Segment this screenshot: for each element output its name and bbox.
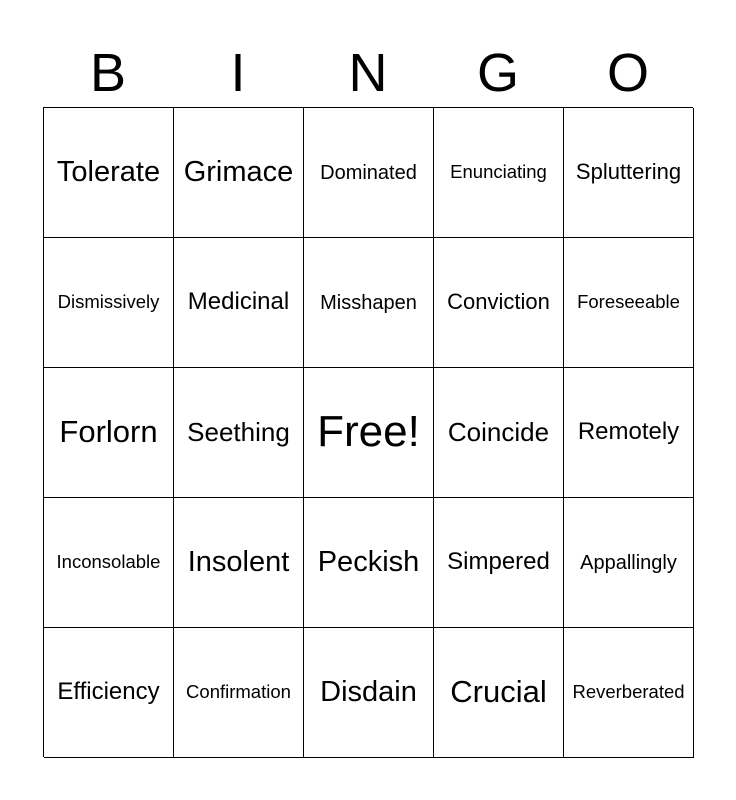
bingo-cell: Foreseeable (564, 238, 694, 368)
bingo-cell: Reverberated (564, 628, 694, 758)
bingo-board (43, 107, 693, 757)
bingo-cell: Peckish (304, 498, 434, 628)
bingo-cell: Simpered (434, 498, 564, 628)
bingo-cell: Efficiency (44, 628, 174, 758)
bingo-cell: Remotely (564, 368, 694, 498)
bingo-cell: Insolent (174, 498, 304, 628)
bingo-cell: Disdain (304, 628, 434, 758)
bingo-cell: Conviction (434, 238, 564, 368)
bingo-cell: Coincide (434, 368, 564, 498)
bingo-cell: Confirmation (174, 628, 304, 758)
bingo-cell: Dominated (304, 108, 434, 238)
bingo-cell: Medicinal (174, 238, 304, 368)
bingo-cell: Appallingly (564, 498, 694, 628)
bingo-cell: Grimace (174, 108, 304, 238)
bingo-cell: Dismissively (44, 238, 174, 368)
header-letter-n: N (348, 43, 388, 103)
bingo-cell: Spluttering (564, 108, 694, 238)
bingo-cell: Enunciating (434, 108, 564, 238)
bingo-header (43, 40, 693, 106)
header-letter-o: O (606, 43, 649, 103)
header-letter-b: B (89, 43, 127, 103)
header-letter-g: G (476, 43, 519, 103)
bingo-cell: Tolerate (44, 108, 174, 238)
bingo-cell: Forlorn (44, 368, 174, 498)
bingo-cell: Inconsolable (44, 498, 174, 628)
header-letter-i: I (230, 43, 246, 103)
bingo-cell: Misshapen (304, 238, 434, 368)
bingo-cell: Crucial (434, 628, 564, 758)
free-space-cell: Free! (304, 368, 434, 498)
bingo-cell: Seething (174, 368, 304, 498)
